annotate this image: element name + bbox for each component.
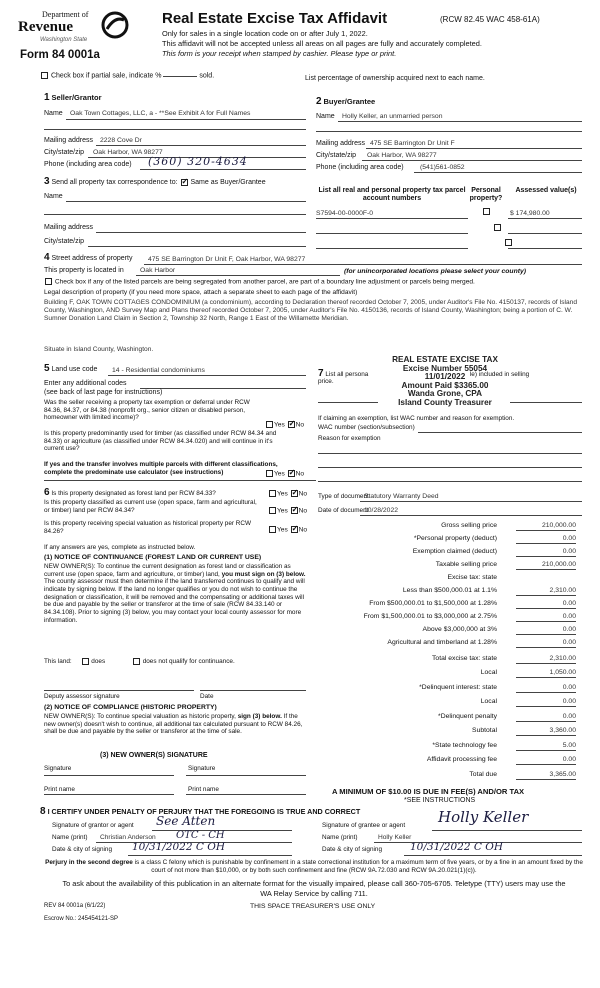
minimum-note: A MINIMUM OF $10.00 IS DUE IN FEE(S) AND/OR TAX: [332, 787, 525, 796]
this-land-row: This land: does does not qualify for continuance.: [44, 658, 235, 666]
if-yes-note: If any answers are yes, complete as instructed below.: [44, 544, 196, 551]
revenue-swirl-icon: [100, 10, 130, 40]
tax-row: Total due 3,365.00: [318, 771, 582, 782]
segregation-row: Check box if any of the listed parcels are being segregated from another parcel, are part of a boundary line adjustment or parcels being merged.: [44, 278, 589, 286]
timber-question-bold: If yes and the transfer involves multiple parcels with different classifications, complete the predominate use calculator (see instructions): [44, 461, 278, 476]
tax-row: Local 0.00: [318, 698, 582, 709]
new-owner-sig-1[interactable]: Signature: [44, 765, 72, 772]
additional-codes-label: Enter any additional codes: [44, 380, 127, 387]
s6-q3-yes-checkbox[interactable]: [269, 526, 276, 533]
seller-name-label: Name: [44, 110, 63, 117]
tax-row: Exemption claimed (deduct) 0.00: [318, 548, 582, 559]
seller-mailing-value[interactable]: 2228 Cove Dr: [100, 137, 142, 144]
q2-yes-no: Yes ✓ No: [265, 470, 304, 478]
parcels-col2: Personal property?: [469, 187, 503, 203]
tax-row: *State technology fee 5.00: [318, 742, 582, 753]
dept-line3: Washington State: [40, 37, 88, 43]
form-number: Form 84 0001a: [20, 49, 100, 61]
land-use-value[interactable]: 14 - Residential condominiums: [112, 367, 205, 374]
doc-type-value[interactable]: Statutory Warranty Deed: [364, 493, 439, 500]
new-owner-sig-2[interactable]: Signature: [188, 765, 216, 772]
stamp-line-1: REAL ESTATE EXCISE TAX: [392, 355, 498, 364]
tax-row: From $500,000.01 to $1,500,000 at 1.28% 0.00: [318, 600, 582, 611]
grantee-date-label: Date & city of signing: [322, 846, 383, 853]
tax-row: *Delinquent interest: state 0.00: [318, 684, 582, 695]
partial-sale-label-b: sold.: [199, 72, 215, 80]
dept-line2: Revenue: [18, 19, 73, 35]
timber-question: Is this property predominantly used for timber (as classified under RCW 84.34 and 84.33) or agriculture (as classified under RCW 84.34.020) and will continue in it's current use?: [44, 430, 277, 453]
section3-mailing-label: Mailing address: [44, 224, 94, 231]
see-back-note: (see back of last page for instructions): [44, 389, 163, 396]
header-sub3: This form is your receipt when stamped by cashier. Please type or print.: [162, 49, 397, 58]
grantee-date[interactable]: 10/31/2022 C OH: [410, 841, 503, 853]
section3-heading: 3 Send all property tax correspondence to: ✓ Same as Buyer/Grantee: [44, 176, 266, 188]
doc-date-value[interactable]: 10/28/2022: [364, 507, 399, 514]
buyer-mailing-label: Mailing address: [316, 140, 366, 147]
tax-row: *Personal property (deduct) 0.00: [318, 535, 582, 546]
form-statute: (RCW 82.45 WAC 458-61A): [440, 15, 540, 24]
personal-property-checkbox-3[interactable]: [505, 239, 512, 246]
buyer-name-label: Name: [316, 113, 335, 120]
deputy-date-label: Date: [200, 693, 214, 700]
parcel-number[interactable]: S7594-00-0000F-0: [316, 210, 374, 217]
partial-sale-checkbox[interactable]: [41, 72, 48, 79]
street-address-value[interactable]: 475 SE Barrington Dr Unit F, Oak Harbor, WA 98277: [148, 256, 306, 263]
wac-label: WAC number (section/subsection): [318, 424, 415, 431]
grantee-name[interactable]: Holly Keller: [378, 834, 412, 841]
dept-line1: Department of: [42, 10, 89, 19]
q2-yes-checkbox[interactable]: [266, 470, 273, 477]
grantor-sig-label: Signature of grantor or agent: [52, 822, 134, 829]
s6-q2-no-checkbox[interactable]: [291, 507, 298, 514]
buyer-mailing-value[interactable]: 475 SE Barrington Dr Unit F: [370, 140, 455, 147]
notice2-text: NEW OWNER(S): To continue special valuation as historic property, sign (3) below. If the new owner(s) doesn't wish to continue, all additional tax calculated pursuant to RCW 84.26, shall be due and payable by the seller or transferor at the time of sale.: [44, 713, 303, 736]
tax-row: Local 1,050.00: [318, 669, 582, 680]
legal-label: Legal description of property (if you need more space, attach a separate sheet to each page of the affidavit): [44, 289, 358, 296]
tax-row: Subtotal 3,360.00: [318, 727, 582, 738]
buyer-phone-label: Phone (including area code): [316, 164, 404, 171]
stamp-line-6: Island County Treasurer: [398, 398, 492, 408]
partial-sale-row: [40, 72, 214, 81]
form-title: Real Estate Excise Tax Affidavit: [162, 10, 388, 27]
notice3-title: (3) NEW OWNER(S) SIGNATURE: [100, 752, 208, 759]
notice1-title: (1) NOTICE OF CONTINUANCE (FOREST LAND OR CURRENT USE): [44, 554, 262, 561]
escrow-number: Escrow No.: 245454121-SP: [44, 916, 119, 922]
same-as-buyer-checkbox[interactable]: [181, 179, 188, 186]
doc-type-label: Type of document: [318, 493, 369, 500]
see-instructions: *SEE INSTRUCTIONS: [404, 797, 476, 804]
personal-property-list-label: 7 List all persona le) included in selling: [318, 368, 530, 379]
q1-no-checkbox[interactable]: [288, 421, 295, 428]
partial-sale-label: Check box if partial sale, indicate %: [50, 72, 162, 80]
seller-mailing-label: Mailing address: [44, 137, 94, 144]
s6-q1-yes-no: Yes ✓ No: [268, 490, 307, 498]
exemption-question: Was the seller receiving a property tax exemption or deferral under RCW 84.36, 84.37, or 84.38 (nonprofit org., senior citizen or disabled person, homeowner with limited income)?: [44, 399, 250, 422]
tax-row: Agricultural and timberland at 1.28% 0.00: [318, 639, 582, 650]
tax-row: Less than $500,000.01 at 1.1% 2,310.00: [318, 587, 582, 598]
located-label: This property is located in: [44, 267, 124, 274]
segregation-checkbox[interactable]: [45, 278, 52, 285]
s6-q1-yes-checkbox[interactable]: [269, 490, 276, 497]
buyer-name-value[interactable]: Holly Keller, an unmarried person: [342, 113, 443, 120]
section3-name-label: Name: [44, 193, 63, 200]
legal-description[interactable]: Building F, OAK TOWN COTTAGES CONDOMINIUM (a condominium), according to Declaration thereof recorded October 7, 2005, under Auditor's File No. 4150137, records of Island County, Washington, AND Survey Map and Plans thereof recorded October 7, 2005, under Auditor's File No. 4150136, records of Island County, Washington; being a portion of C. W. Sumner Donation Land Claim in Section 2, Township 32 North, Range 1 East of the Willamette Meridian.: [44, 299, 578, 323]
buyer-heading: 2 Buyer/Grantee: [316, 96, 376, 107]
s6-q1-no-checkbox[interactable]: [291, 490, 298, 497]
buyer-city-value[interactable]: Oak Harbor, WA 98277: [367, 152, 437, 159]
tax-row: Total excise tax: state 2,310.00: [318, 655, 582, 666]
grantor-name-label: Name (print): [52, 834, 88, 841]
seller-heading: 1 Seller/Grantor: [44, 92, 102, 103]
tax-row: Taxable selling price 210,000.00: [318, 561, 582, 572]
treasurer-stamp: [380, 356, 510, 408]
q1-yes-checkbox[interactable]: [266, 421, 273, 428]
new-owner-print-1[interactable]: Print name: [44, 786, 75, 793]
new-owner-print-2[interactable]: Print name: [188, 786, 219, 793]
grantor-date[interactable]: 10/31/2022 C OH: [132, 841, 225, 853]
grantor-date-label: Date & city of signing: [52, 846, 113, 853]
ownership-note: List percentage of ownership acquired next to each name.: [305, 75, 485, 82]
doc-date-label: Date of document: [318, 507, 369, 514]
located-note: (for unincorporated locations please select your county): [344, 268, 527, 275]
located-value[interactable]: Oak Harbor: [140, 267, 176, 274]
grantor-name[interactable]: Christian Anderson: [100, 834, 156, 841]
s6-q3-yes-no: Yes ✓ No: [268, 526, 307, 534]
land-does-checkbox[interactable]: [82, 658, 89, 665]
stamp-line-3: 11/01/2022: [424, 372, 466, 382]
q2-no-checkbox[interactable]: [288, 470, 295, 477]
street-address-row: 4 Street address of property: [44, 252, 133, 263]
certify-heading: 8 I CERTIFY UNDER PENALTY OF PERJURY THAT THE FOREGOING IS TRUE AND CORRECT: [40, 806, 361, 817]
grantee-name-label: Name (print): [322, 834, 358, 841]
seller-city-label: City/state/zip: [44, 149, 85, 156]
grantor-signature[interactable]: See Atten: [156, 814, 216, 828]
personal-property-list-label-c: price.: [318, 378, 334, 385]
historic-question: Is this property receiving special valuation as historical property per RCW 84.26?: [44, 520, 252, 535]
forest-land-question: 6 Is this property designated as forest land per RCW 84.33?: [44, 487, 216, 498]
situate-text[interactable]: Situate in Island County, Washington.: [44, 346, 154, 353]
header-sub1: Only for sales in a single location code on or after July 1, 2022.: [162, 29, 368, 38]
personal-property-checkbox-1[interactable]: [483, 208, 490, 215]
parcels-col3: Assessed value(s): [515, 187, 577, 194]
tax-row: *Delinquent penalty 0.00: [318, 713, 582, 724]
stamp-line-5: Wanda Grone, CPA: [407, 389, 483, 399]
rev-number: REV 84 0001a (6/1/22): [44, 903, 106, 909]
perjury-notice: Perjury in the second degree is a class C felony which is punishable by confinement in a state correctional institution for a maximum term of five years, or by a fine in an amount fixed by the court of not more than $10,000, or by both such confinement and fine (RCW 9A.72.030 and RCW 9A.20.021(1)(c)).: [45, 859, 583, 874]
exemption-note: If claiming an exemption, list WAC number and reason for exemption.: [318, 415, 515, 422]
q1-yes-no: Yes ✓ No: [265, 421, 304, 429]
land-does-not-checkbox[interactable]: [133, 658, 140, 665]
stamp-line-4: Amount Paid $3365.00: [401, 380, 489, 390]
tax-row: Excise tax: state: [447, 574, 497, 581]
current-use-question: Is this property classified as current use (open space, farm and agricultural, or timber) land per RCW 84.34?: [44, 499, 257, 514]
seller-phone-value[interactable]: (360) 320-4634: [148, 155, 248, 168]
deputy-sig-label: Deputy assessor signature: [44, 693, 120, 700]
personal-property-checkbox-2[interactable]: [494, 224, 501, 231]
seller-city-value[interactable]: Oak Harbor, WA 98277: [93, 149, 163, 156]
land-use-row: 5 Land use code: [44, 363, 98, 374]
grantee-sig-label: Signature of grantee or agent: [322, 822, 406, 829]
buyer-phone-value[interactable]: (541)561-0852: [420, 164, 465, 171]
s6-q2-yes-no: Yes ✓ No: [268, 507, 307, 515]
seller-phone-label: Phone (including area code): [44, 161, 132, 168]
treasurer-only: THIS SPACE TREASURER'S USE ONLY: [250, 903, 376, 910]
header-sub2: This affidavit will not be accepted unless all areas on all pages are fully and accurately completed.: [162, 39, 482, 48]
s6-q3-no-checkbox[interactable]: [291, 526, 298, 533]
notice2-title: (2) NOTICE OF COMPLIANCE (HISTORIC PROPERTY): [44, 704, 217, 711]
grantor-name-hand[interactable]: OTC - CH: [176, 830, 225, 841]
availability-notice: To ask about the availability of this publication in an alternate format for the visually impaired, please call 360-705-6705. Teletype (TTY) users may use the WA Relay Service by calling 711.: [62, 879, 566, 898]
assessed-value[interactable]: $ 174,980.00: [510, 210, 550, 217]
stamp-line-2: Excise Number 55054: [402, 363, 488, 373]
tax-row: Above $3,000,000 at 3% 0.00: [318, 626, 582, 637]
seller-name-value[interactable]: Oak Town Cottages, LLC, a - **See Exhibit A for Full Names: [70, 110, 251, 117]
tax-row: Affidavit processing fee 0.00: [318, 756, 582, 767]
tax-row: Gross selling price 210,000.00: [318, 522, 582, 533]
s6-q2-yes-checkbox[interactable]: [269, 507, 276, 514]
grantee-signature[interactable]: Holly Keller: [438, 808, 529, 826]
parcels-col1: List all real and personal property tax parcel account numbers: [318, 187, 466, 203]
tax-row: From $1,500,000.01 to $3,000,000 at 2.75% 0.00: [318, 613, 582, 624]
notice1-text: NEW OWNER(S): To continue the current designation as forest land or classification as current use (open space, farm and agriculture, or timber) land, you must sign on (3) below. The county assessor must then determine if the land transferred continues to qualify and will indicate by signing below. If the land no longer qualifies or you do not wish to continue the designation or classification, it will be removed and the compensating or additional taxes will be due and payable by the seller or transferor at the time of sale (RCW 84.33.140 or 84.34.108). Prior to signing (3) below, you may contact your local county assessor for more information.: [44, 563, 306, 624]
section3-city-label: City/state/zip: [44, 238, 85, 245]
reason-label: Reason for exemption: [318, 435, 381, 442]
buyer-city-label: City/state/zip: [316, 152, 357, 159]
